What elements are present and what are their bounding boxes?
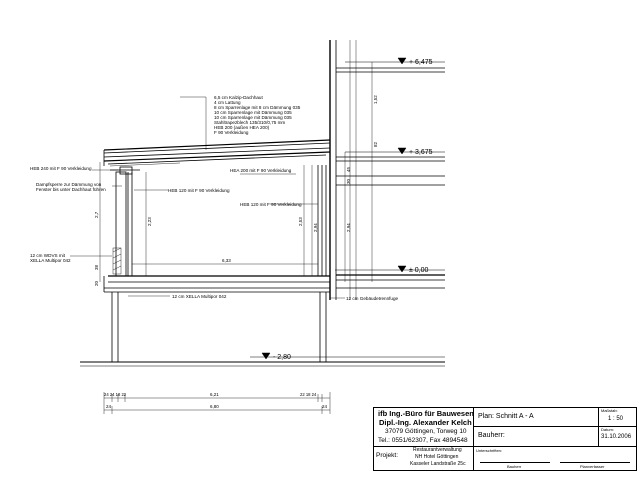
roof-layer-labels: [214, 95, 301, 135]
project-line: NH Hotel Göttingen: [415, 454, 459, 460]
roof-layer-label: 10 cm Sparrenlage mit Dämmung 035: [214, 110, 292, 115]
engineer-name: Dipl.-Ing. Alexander Kelch: [379, 418, 472, 427]
date-label: Datum:: [601, 427, 614, 432]
roof-layer-label: 6,5 cm Kalzip-Dachhaut: [214, 95, 263, 100]
dim-text: 2,94: [346, 223, 351, 232]
dim-text: 6,21: [210, 392, 219, 397]
insulation-hatch: [113, 248, 121, 274]
dim-text: 45: [346, 166, 351, 172]
wdvs-note-2: XELLA Multipor 042: [30, 258, 71, 263]
dim-text: 22 18 24: [300, 392, 317, 397]
vapour-note-1: Dampfsperre zur Dämmung von: [36, 182, 102, 187]
office-phone: Tel.: 0551/62307, Fax 4894548: [378, 437, 468, 444]
client-label: Bauherr:: [478, 432, 505, 439]
floor-slab: [104, 276, 330, 292]
leader-lines: [70, 97, 345, 298]
signature-line-planner: [560, 462, 630, 463]
dim-text: 6,80: [210, 404, 219, 409]
date-value: 31.10.2006: [601, 434, 632, 440]
signatures-label: Unterschriften:: [476, 448, 503, 453]
foundation-piers: [112, 292, 326, 362]
signature-client-label: Bauherr: [507, 464, 522, 469]
dim-text: 24 24 18 22: [104, 392, 127, 397]
roof-layer-label: 4 cm Lattung: [214, 100, 241, 105]
roof-layer-label: 10 cm Sparrenlage mit Dämmung 035: [214, 115, 292, 120]
level-label: - 2,80: [273, 354, 291, 361]
roof-structure: [104, 140, 330, 174]
heb120-note-b: HEB 120 mit F 90 Verkleidung: [240, 202, 302, 207]
level-label: ± 0,00: [409, 267, 429, 274]
dim-text: 2,23: [147, 217, 152, 226]
annotations: [30, 166, 399, 301]
gap-note: 12 cm Gebäudetrennfuge: [346, 296, 399, 301]
dim-text: 82: [373, 141, 378, 147]
level-label: + 3,675: [409, 149, 433, 156]
dim-text: 6,33: [222, 258, 231, 263]
project-label: Projekt:: [376, 452, 399, 459]
scale-label: Maßstab:: [601, 408, 618, 413]
signature-planner-label: Planverfasser: [580, 464, 605, 469]
dim-text: 24: [322, 404, 328, 409]
dim-text: 2,7: [94, 211, 99, 218]
roof-layer-label: F 90 Verkleidung: [214, 130, 249, 135]
office-name: ifb Ing.-Büro für Bauwesen: [378, 409, 474, 418]
project-line: Kasseler Landstraße 25c: [410, 461, 466, 467]
dim-text: 2,53: [298, 217, 303, 226]
scale-value: 1 : 50: [608, 416, 624, 422]
heb120-note-a: HEB 120 mit F 90 Verkleidung: [168, 188, 230, 193]
signature-line-client: [480, 462, 550, 463]
heb240-note: HEB 240 mit F 90 Verkleidung: [30, 166, 92, 171]
vapour-note-2: Fenster bis unter Dachhaut führen: [36, 187, 106, 192]
dim-text: 1,52: [373, 95, 378, 104]
roof-layer-label: Stahltrapezblech 135/310/0,75 mm: [214, 120, 286, 125]
plan-title: Plan: Schnitt A - A: [478, 413, 534, 420]
dim-text: 2,94: [313, 223, 318, 232]
roof-layer-label: HEB 200 (außen HEA 200): [214, 125, 270, 130]
roof-layer-label: 8 cm Sparrenlage mit 8 cm Dämmung 035: [214, 105, 301, 110]
project-line: Restaurantverwaltung: [413, 447, 462, 453]
xella-note: 12 cm XELLA Multipor 042: [172, 294, 227, 299]
level-label: + 6,475: [409, 59, 433, 66]
dim-text: 38: [94, 264, 99, 270]
hea200-note: HEA 200 mit F 90 Verkleidung: [230, 168, 292, 173]
level-markers: [250, 58, 445, 359]
office-address: 37079 Göttingen, Torweg 10: [385, 428, 467, 435]
dim-text: 30: [346, 178, 351, 184]
dim-text: 20: [94, 280, 99, 286]
dim-text: 24: [106, 404, 112, 409]
wdvs-note-1: 12 cm WDVS mit: [30, 253, 65, 258]
